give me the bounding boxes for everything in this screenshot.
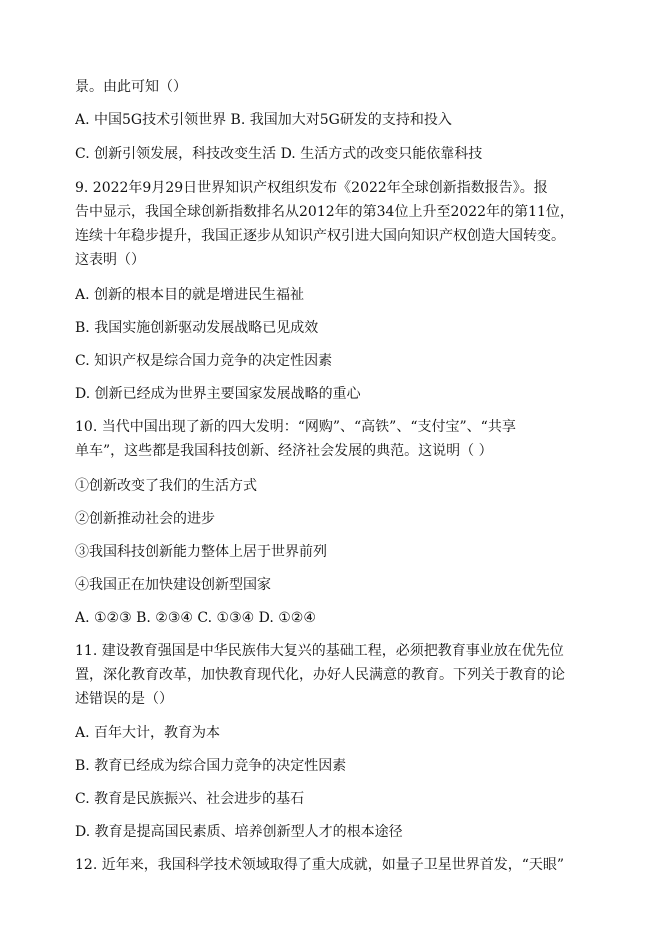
question-11-option-d: D. 教育是提高国民素质、培养创新型人才的根本途径 xyxy=(75,824,403,840)
question-10-line-2: 单车”，这些都是我国科技创新、经济社会发展的典范。这说明（ ） xyxy=(75,443,493,459)
question-stem-continuation: 景。由此可知（） xyxy=(75,79,187,95)
question-11-option-a: A. 百年大计，教育为本 xyxy=(75,725,221,741)
question-10-item-3: ③我国科技创新能力整体上居于世界前列 xyxy=(75,544,327,560)
question-12-line-1: 12. 近年来，我国科学技术领域取得了重大成就，如量子卫星世界首发，“天眼” xyxy=(75,857,565,873)
question-10-line-1: 10. 当代中国出现了新的四大发明：“网购”、“高铁”、“支付宝”、“共享 xyxy=(75,419,516,435)
question-9-option-c: C. 知识产权是综合国力竞争的决定性因素 xyxy=(75,353,333,369)
question-11-line-3: 述错误的是（） xyxy=(75,691,173,707)
option-ab: A. 中国5G技术引领世界 B. 我国加大对5G研发的支持和投入 xyxy=(75,112,452,128)
question-10-options: A. ①②③ B. ②③④ C. ①③④ D. ①②④ xyxy=(75,610,316,626)
question-11-line-1: 11. 建设教育强国是中华民族伟大复兴的基础工程，必须把教育事业放在优先位 xyxy=(75,643,564,659)
option-cd: C. 创新引领发展，科技改变生活 D. 生活方式的改变只能依靠科技 xyxy=(75,146,483,162)
question-9-option-a: A. 创新的根本目的就是增进民生福祉 xyxy=(75,287,305,303)
question-9-option-b: B. 我国实施创新驱动发展战略已见成效 xyxy=(75,320,319,336)
question-11-option-b: B. 教育已经成为综合国力竞争的决定性因素 xyxy=(75,758,347,774)
question-10-item-2: ②创新推动社会的进步 xyxy=(75,511,215,527)
question-11-option-c: C. 教育是民族振兴、社会进步的基石 xyxy=(75,791,305,807)
question-11-line-2: 置，深化教育改革，加快教育现代化，办好人民满意的教育。下列关于教育的论 xyxy=(75,667,565,683)
question-9-line-2: 告中显示，我国全球创新指数排名从2012年的第34位上升至2022年的第11位， xyxy=(75,204,574,220)
question-10-item-4: ④我国正在加快建设创新型国家 xyxy=(75,577,271,593)
question-9-line-3: 连续十年稳步提升，我国正逐步从知识产权引进大国向知识产权创造大国转变。 xyxy=(75,228,565,244)
question-9-line-4: 这表明（） xyxy=(75,252,145,268)
question-10-item-1: ①创新改变了我们的生活方式 xyxy=(75,478,257,494)
question-9-option-d: D. 创新已经成为世界主要国家发展战略的重心 xyxy=(75,386,361,402)
question-9-line-1: 9. 2022年9月29日世界知识产权组织发布《2022年全球创新指数报告》。报 xyxy=(75,180,548,196)
